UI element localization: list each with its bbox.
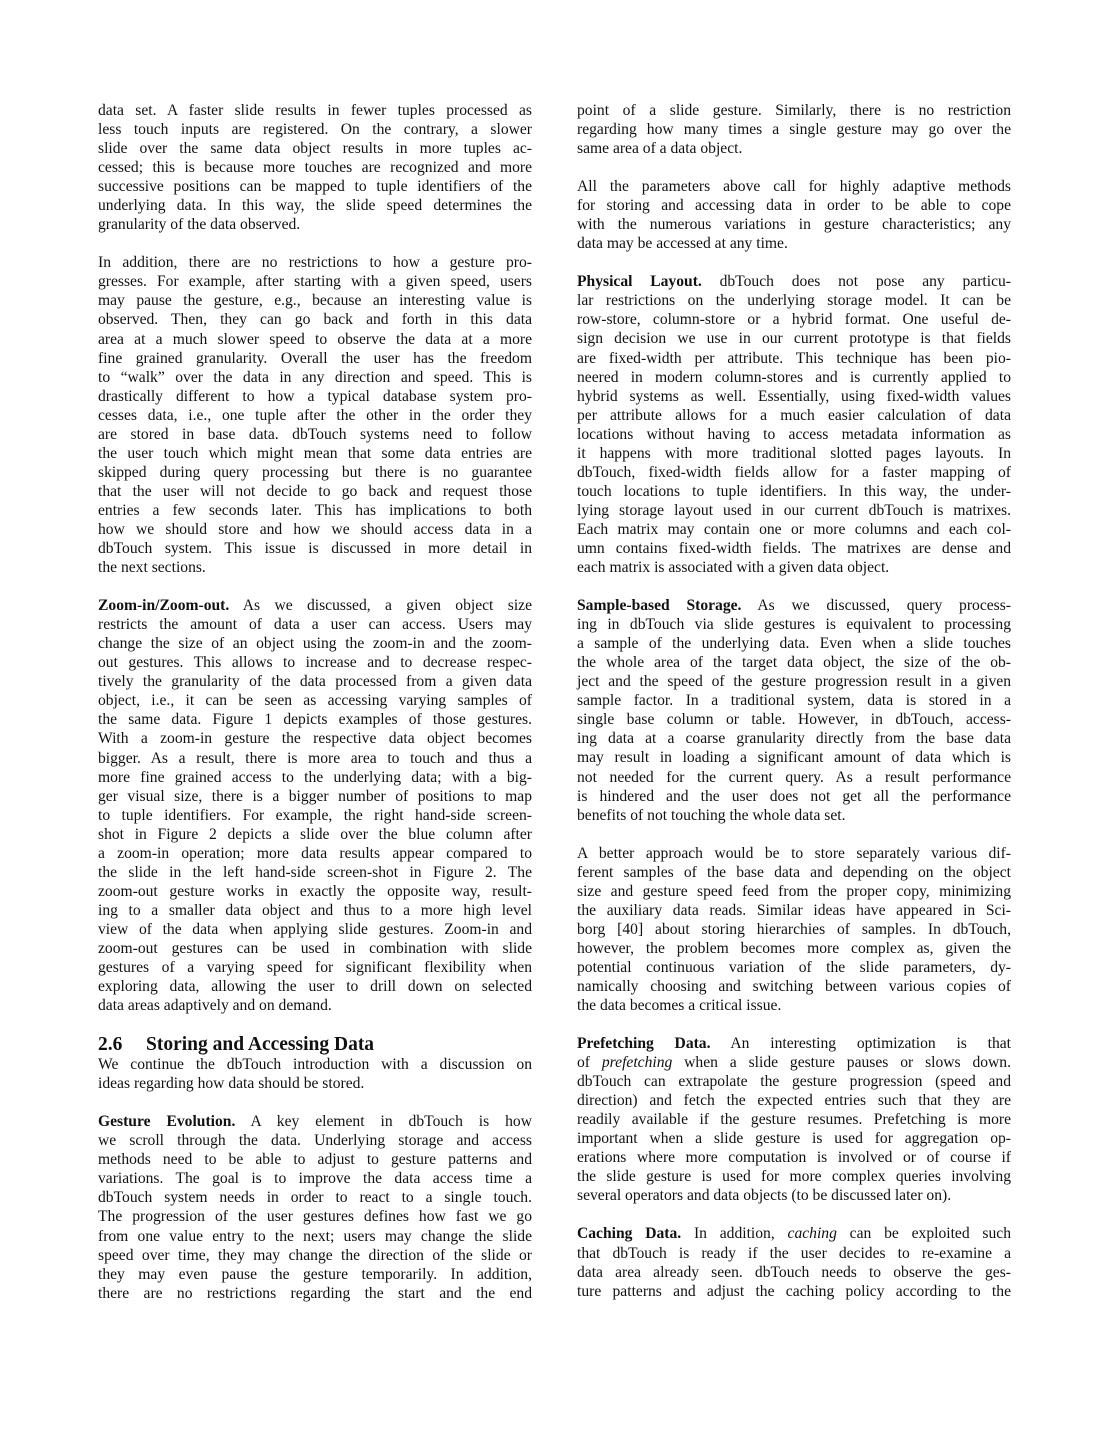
text-line: gestures of a varying speed for significant flexibility when xyxy=(98,959,532,977)
text-line: more fine grained access to the underlying data; with a big- xyxy=(98,768,532,786)
text-line: variations. The goal is to improve the data access time a xyxy=(98,1170,532,1188)
paragraph-physical-layout xyxy=(577,272,1011,577)
text-line: they may even pause the gesture temporarily. In addition, xyxy=(98,1265,532,1283)
text-line: that the user will not decide to go back and request those xyxy=(98,482,532,500)
text-line: direction) and fetch the expected entries such that they are xyxy=(577,1092,1011,1110)
text-line: touch locations to tuple identifiers. In this way, the under- xyxy=(577,482,1011,500)
text-line: a sample of the underlying data. Even when a slide touches xyxy=(577,635,1011,653)
paragraph-prefetching xyxy=(577,1034,1011,1205)
text-line: We continue the dbTouch introduction with a discussion on xyxy=(98,1056,532,1074)
run-in-heading-caching: Caching Data. xyxy=(577,1225,682,1243)
text-line: the slide gesture is used for more complex queries involving xyxy=(577,1168,1011,1186)
text-line: Caching Data. In addition, caching can be exploited such xyxy=(577,1225,1011,1243)
paragraph-caching xyxy=(577,1224,1011,1300)
paragraph-gesture-progress xyxy=(98,253,532,577)
text-line: size and gesture speed feed from the proper copy, minimizing xyxy=(577,882,1011,900)
text-line: gresses. For example, after starting with a given speed, users xyxy=(98,273,532,291)
emphasis-caching: caching xyxy=(787,1225,837,1243)
paragraph-section-intro xyxy=(98,1055,532,1093)
text-line: data set. A faster slide results in fewer tuples processed as xyxy=(98,102,532,119)
run-in-heading-prefetching: Prefetching Data. xyxy=(577,1035,711,1053)
text-line: out gestures. This allows to increase and to decrease respec- xyxy=(98,654,532,672)
text-line: dbTouch system needs in order to react to a single touch. xyxy=(98,1189,532,1207)
emphasis-prefetching: prefetching xyxy=(601,1054,673,1072)
text-line: zoom-out gesture works in exactly the opposite way, result- xyxy=(98,882,532,900)
text-line: dbTouch can extrapolate the gesture progression (speed and xyxy=(577,1073,1011,1091)
text-line: ing data at a coarse granularity directly from the base data xyxy=(577,730,1011,748)
text-line: ject and the speed of the gesture progression result in a given xyxy=(577,673,1011,691)
text-line: lying storage layout used in our current dbTouch is matrixes. xyxy=(577,501,1011,519)
text-line: restricts the amount of data a user can access. Users may xyxy=(98,616,532,634)
text-line: A better approach would be to store separately various dif- xyxy=(577,844,1011,862)
text-line: object, i.e., it can be seen as accessing varying samples of xyxy=(98,692,532,710)
paragraph-slide-speed xyxy=(98,101,532,234)
text-line: change the size of an object using the zoom-in and the zoom- xyxy=(98,635,532,653)
text-line: row-store, column-store or a hybrid format. One useful de- xyxy=(577,311,1011,329)
text-line: In addition, there are no restrictions to how a gesture pro- xyxy=(98,254,532,272)
text-line: a zoom-in operation; more data results appear compared to xyxy=(98,844,532,862)
text-line: All the parameters above call for highly adaptive methods xyxy=(577,178,1011,196)
text-line: the data becomes a critical issue. xyxy=(577,997,782,1015)
text-line: we scroll through the data. Underlying storage and access xyxy=(98,1132,532,1150)
text-line: dbTouch system. This issue is discussed in more detail in xyxy=(98,540,532,558)
text-line: single base column or table. However, in dbTouch, access- xyxy=(577,711,1011,729)
text-line: Sample-based Storage. As we discussed, query process- xyxy=(577,597,1012,615)
text-line: is hindered and the user does not get all the performance xyxy=(577,787,1011,805)
text-line: data may be accessed at any time. xyxy=(577,235,788,253)
text-line: skipped during query processing but there is no guarantee xyxy=(98,463,532,481)
text-line: from one value entry to the next; users may change the slide xyxy=(98,1227,532,1245)
text-line: same area of a data object. xyxy=(577,140,743,158)
paragraph-gesture-restriction xyxy=(577,101,1011,158)
text-line: Prefetching Data. An interesting optimization is that xyxy=(577,1035,1011,1053)
text-line: are stored in base data. dbTouch systems need to follow xyxy=(98,425,532,443)
text-line: several operators and data objects (to be discussed later on). xyxy=(577,1187,952,1205)
text-line: however, the problem becomes more complex as, given the xyxy=(577,939,1011,957)
text-line: neered in modern column-stores and is currently applied to xyxy=(577,368,1011,386)
text-line: with the numerous variations in gesture characteristics; any xyxy=(577,216,1011,234)
text-line: the same data. Figure 1 depicts examples of those gestures. xyxy=(98,711,532,729)
text-line: are fixed-width per attribute. This technique has been pio- xyxy=(577,349,1011,367)
text-line: to “walk” over the data in any direction and speed. This is xyxy=(98,368,532,386)
text-line: The progression of the user gestures defines how fast we go xyxy=(98,1208,532,1226)
text-line: hybrid systems as well. Essentially, using fixed-width values xyxy=(577,387,1011,405)
text-line: ferent samples of the base data and depending on the object xyxy=(577,863,1011,881)
text-line: exploring data, allowing the user to drill down on selected xyxy=(98,978,532,996)
text-line: it happens with more traditional slotted pages layouts. In xyxy=(577,444,1011,462)
text-line: important when a slide gesture is used for aggregation op- xyxy=(577,1130,1011,1148)
text-line: to tuple identifiers. For example, the right hand-side screen- xyxy=(98,806,532,824)
text-line: data area already seen. dbTouch needs to observe the ges- xyxy=(577,1263,1011,1281)
section-title: Storing and Accessing Data xyxy=(146,1034,375,1056)
text-line: data areas adaptively and on demand. xyxy=(98,997,332,1015)
text-line: slide over the same data object results in more tuples ac- xyxy=(98,140,532,158)
text-line: area at a much slower speed to observe the data at a more xyxy=(98,330,532,348)
run-in-heading-zoom: Zoom-in/Zoom-out. xyxy=(98,597,230,615)
text-line: for storing and accessing data in order to be able to cope xyxy=(577,197,1011,215)
text-line: entries a few seconds later. This has implications to both xyxy=(98,501,532,519)
run-in-heading-physical-layout: Physical Layout. xyxy=(577,273,702,291)
text-line: ture patterns and adjust the caching policy according to the xyxy=(577,1282,1011,1300)
text-line: potential continuous variation of the slide parameters, dy- xyxy=(577,958,1011,976)
text-line: ideas regarding how data should be stored. xyxy=(98,1075,365,1093)
text-line: may result in loading a significant amount of data which is xyxy=(577,749,1011,767)
text-line: each matrix is associated with a given data object. xyxy=(577,559,890,577)
section-heading xyxy=(98,1034,532,1056)
paragraph-adaptive-methods xyxy=(577,177,1011,253)
section-number: 2.6 xyxy=(98,1034,123,1056)
text-line: ing to a smaller data object and thus to a more high level xyxy=(98,901,532,919)
text-line: the whole area of the target data object, the size of the ob- xyxy=(577,654,1011,672)
paragraph-gesture-evolution xyxy=(98,1112,532,1302)
paragraph-better-approach xyxy=(577,844,1011,1015)
text-line: umn contains fixed-width fields. The matrixes are dense and xyxy=(577,539,1011,557)
text-line: not needed for the current query. As a result performance xyxy=(577,768,1011,786)
text-line: regarding how many times a single gesture may go over the xyxy=(577,121,1011,139)
text-line: bigger. As a result, there is more area to touch and thus a xyxy=(98,749,532,767)
text-line: observed. Then, they can go back and forth in this data xyxy=(98,311,532,329)
text-line: view of the data when applying slide gestures. Zoom-in and xyxy=(98,920,532,938)
text-line: of prefetching when a slide gesture pauses or slows down. xyxy=(577,1054,1012,1072)
text-line: may pause the gesture, e.g., because an interesting value is xyxy=(98,292,532,310)
text-line: benefits of not touching the whole data set. xyxy=(577,806,846,824)
text-line: tively the granularity of the data processed from a given data xyxy=(98,673,532,691)
text-line: the slide in the left hand-side screen-shot in Figure 2. The xyxy=(98,863,532,881)
text-line: Gesture Evolution. A key element in dbTouch is how xyxy=(98,1113,532,1131)
text-line: less touch inputs are registered. On the contrary, a slower xyxy=(98,121,532,139)
text-line: borg [40] about storing hierarchies of samples. In dbTouch, xyxy=(577,920,1011,938)
text-line: readily available if the gesture resumes. Prefetching is more xyxy=(577,1111,1011,1129)
left-column xyxy=(98,101,532,1322)
text-line: With a zoom-in gesture the respective data object becomes xyxy=(98,730,532,748)
text-line: the user touch which might mean that some data entries are xyxy=(98,444,532,462)
text-line: fine grained granularity. Overall the user has the freedom xyxy=(98,349,532,367)
text-line: underlying data. In this way, the slide speed determines the xyxy=(98,197,532,215)
text-line: per attribute allows for a much easier calculation of data xyxy=(577,406,1011,424)
text-line: sample factor. In a traditional system, data is stored in a xyxy=(577,692,1011,710)
text-line: cessed; this is because more touches are recognized and more xyxy=(98,159,532,177)
text-line: drastically different to how a typical database system pro- xyxy=(98,387,532,405)
text-line: erations where more computation is involved or of course if xyxy=(577,1149,1011,1167)
text-line: shot in Figure 2 depicts a slide over the blue column after xyxy=(98,825,532,843)
text-line: lar restrictions on the underlying storage model. It can be xyxy=(577,292,1011,310)
paragraph-sample-based-storage xyxy=(577,596,1011,825)
run-in-heading-gesture-evolution: Gesture Evolution. xyxy=(98,1113,236,1131)
text-line: granularity of the data observed. xyxy=(98,216,301,234)
text-line: cesses data, i.e., one tuple after the other in the order they xyxy=(98,406,532,424)
text-line: that dbTouch is ready if the user decides to re-examine a xyxy=(577,1244,1011,1262)
text-line: locations without having to access metadata information as xyxy=(577,425,1011,443)
text-line: ing in dbTouch via slide gestures is equivalent to processing xyxy=(577,616,1011,634)
text-line: methods need to be able to adjust to gesture patterns and xyxy=(98,1151,532,1169)
text-line: point of a slide gesture. Similarly, there is no restriction xyxy=(577,102,1011,119)
text-line: how we should store and how we should access data in a xyxy=(98,520,532,538)
text-line: Zoom-in/Zoom-out. As we discussed, a given object size xyxy=(98,597,532,615)
text-line: the auxiliary data reads. Similar ideas have appeared in Sci- xyxy=(577,901,1011,919)
text-line: there are no restrictions regarding the start and the end xyxy=(98,1284,532,1302)
run-in-heading-sample-based-storage: Sample-based Storage. xyxy=(577,597,742,615)
text-line: successive positions can be mapped to tuple identifiers of the xyxy=(98,178,532,196)
text-line: Physical Layout. dbTouch does not pose any particu- xyxy=(577,273,1011,291)
text-line: dbTouch, fixed-width fields allow for a faster mapping of xyxy=(577,463,1011,481)
paragraph-zoom xyxy=(98,596,532,1015)
text-line: namically choosing and switching between various copies of xyxy=(577,977,1011,995)
text-line: zoom-out gestures can be used in combination with slide xyxy=(98,939,532,957)
text-line: sign decision we use in our current prototype is that fields xyxy=(577,330,1011,348)
text-line: ger visual size, there is a bigger number of positions to map xyxy=(98,787,532,805)
text-line: Each matrix may contain one or more columns and each col- xyxy=(577,520,1011,538)
text-line: the next sections. xyxy=(98,559,206,577)
right-column xyxy=(577,101,1011,1320)
text-line: speed over time, they may change the direction of the slide or xyxy=(98,1246,532,1264)
